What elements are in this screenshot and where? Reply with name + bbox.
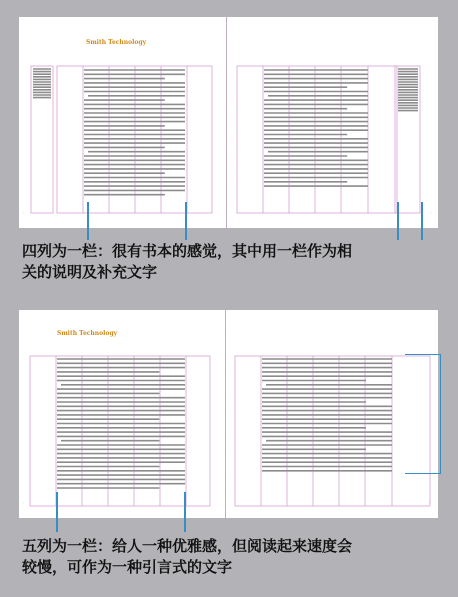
top-left-page-number: ◦ <box>22 210 25 215</box>
bottom-sidebar-bracket <box>405 354 441 474</box>
top-pointer-left <box>87 202 89 240</box>
top-caption-line-1: 四列为一栏：很有书本的感觉，其中用一栏作为相 <box>22 242 353 260</box>
bottom-right-page-number: ◦ <box>428 500 431 505</box>
top-left-sidebar-guide <box>31 66 53 213</box>
bottom-panel <box>0 300 458 597</box>
top-pointer-sidebar-right <box>421 202 423 240</box>
bottom-right-body-guide <box>235 356 430 506</box>
bottom-pointer-right <box>184 492 186 532</box>
top-caption-line-2: 关的说明及补充文字 <box>22 263 158 281</box>
top-pointer-right <box>185 202 187 240</box>
bottom-brand-text: Smith Technology <box>57 330 118 337</box>
top-brand-text: Smith Technology <box>86 39 147 46</box>
top-right-sidebar-guide <box>395 66 420 213</box>
top-caption <box>22 241 452 283</box>
top-right-page-number: ◦ <box>430 210 433 215</box>
top-pointer-sidebar-left <box>397 202 399 240</box>
bottom-caption-line-2: 较慢，可作为一种引言式的文字 <box>22 558 233 576</box>
bottom-caption-line-1: 五列为一栏：给人一种优雅感，但阅读起来速度会 <box>22 537 353 555</box>
bottom-pointer-left <box>56 492 58 532</box>
bottom-left-page-number: ◦ <box>22 500 25 505</box>
bottom-caption <box>22 536 452 578</box>
